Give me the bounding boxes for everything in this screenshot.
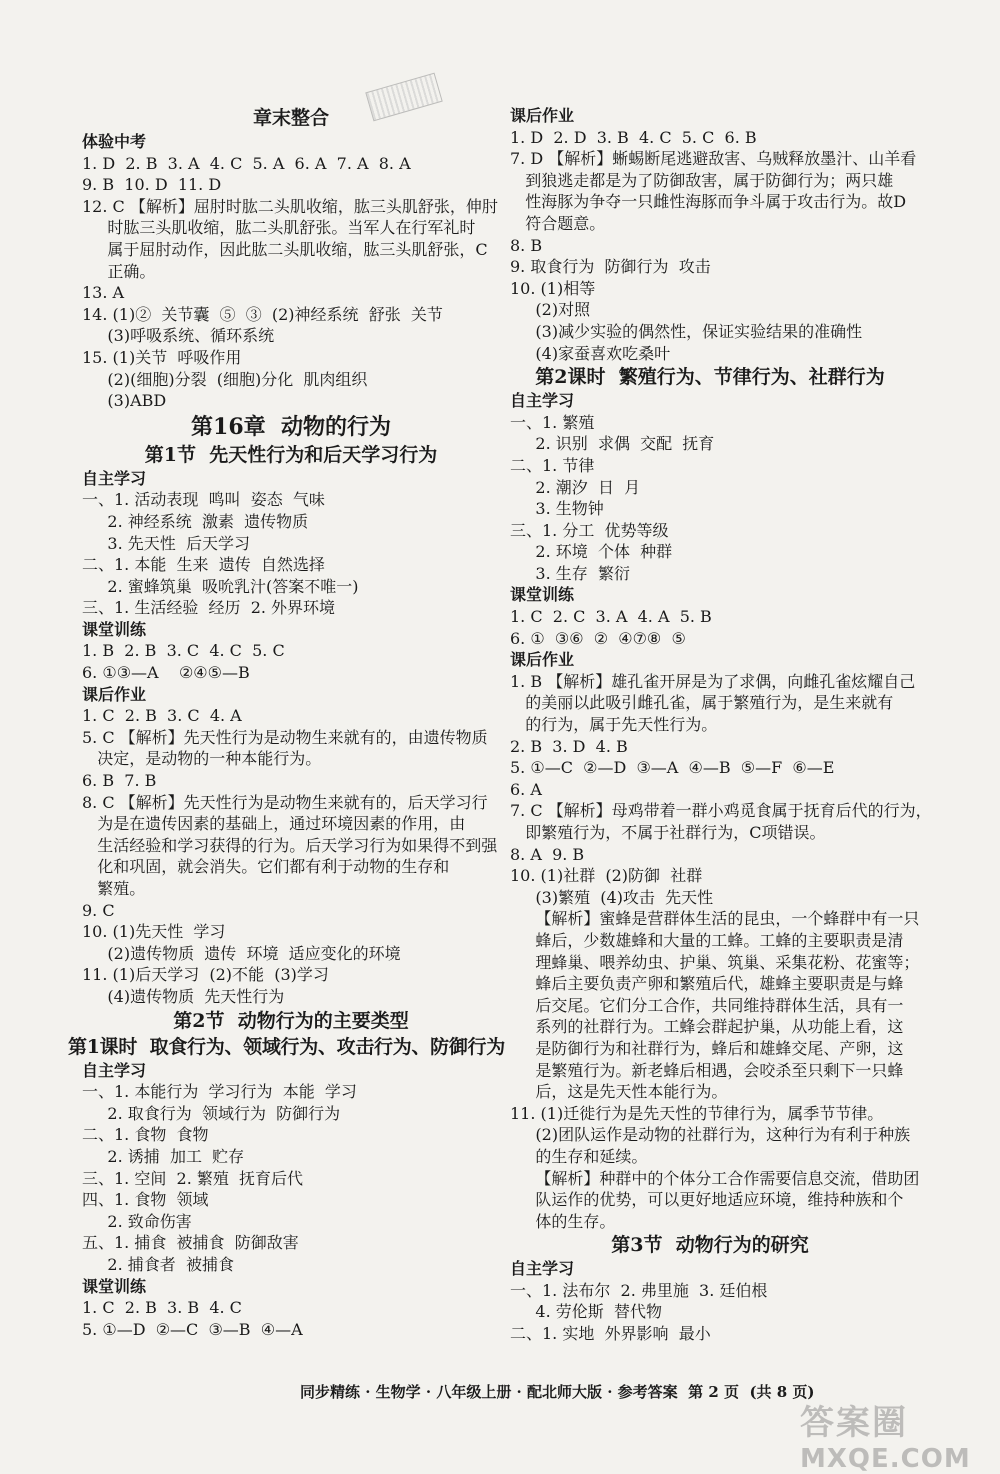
text-line: 14. (1)② 关节囊 ⑤ ③ (2)神经系统 舒张 关节 [82, 304, 443, 324]
text-line: 1. C 2. B 3. C 4. A [82, 706, 242, 726]
text-line: 1. B 2. B 3. C 4. C 5. C [82, 641, 285, 661]
text-line: 后，这是先天性本能行为。 [510, 1082, 728, 1102]
text-line: 8. A 9. B [510, 844, 585, 864]
subsection-label: 课堂训练 [510, 585, 575, 605]
text-line: 1. D 2. B 3. A 4. C 5. A 6. A 7. A 8. A [82, 153, 411, 173]
text-line: 即繁殖行为，不属于社群行为，C项错误。 [510, 823, 826, 842]
section-title: 第3节 动物行为的研究 [611, 1234, 809, 1257]
subsection-label: 课后作业 [510, 650, 575, 670]
text-line: 的行为，属于先天性行为。 [510, 715, 718, 735]
text-line: 符合题意。 [510, 213, 606, 233]
text-line: 7. D 【解析】蜥蜴断尾逃避敌害、乌贼释放墨汁、山羊看 [510, 149, 917, 169]
text-line: 1. C 2. B 3. B 4. C [82, 1298, 242, 1318]
text-line: 【解析】蜜蜂是营群体生活的昆虫，一个蜂群中有一只 [510, 909, 920, 929]
subsection-label: 自主学习 [510, 1259, 575, 1279]
text-line: 10. (1)先天性 学习 [82, 922, 226, 942]
section-title: 章末整合 [252, 107, 329, 129]
text-line: 2. 捕食者 被捕食 [82, 1254, 234, 1274]
text-line: 二、1. 本能 生来 遗传 自然选择 [82, 555, 325, 575]
chapter-title: 第16章 动物的行为 [191, 413, 391, 440]
text-line: 4. 劳伦斯 替代物 [510, 1302, 662, 1322]
section-title: 第2课时 繁殖行为、节律行为、社群行为 [535, 366, 885, 389]
text-line: 四、1. 食物 领域 [82, 1190, 209, 1210]
text-line: (2)团队运作是动物的社群行为，这种行为有利于种族 [510, 1125, 911, 1145]
text-line: 11. (1)后天学习 (2)不能 (3)学习 [82, 965, 329, 985]
text-line: 是繁殖行为。新老蜂后相遇，会咬杀至只剩下一只蜂 [510, 1060, 904, 1080]
text-line: 为是在遗传因素的基础上，通过环境因素的作用，由 [82, 814, 466, 834]
text-line: (3)繁殖 (4)攻击 先天性 [510, 887, 714, 907]
text-line: 三、1. 生活经验 经历 2. 外界环境 [82, 598, 336, 618]
text-line: 【解析】种群中的个体分工合作需要信息交流，借助团 [510, 1168, 920, 1188]
text-line: 6. ①③—A ②④⑤—B [82, 663, 250, 683]
text-line: 1. B 【解析】雄孔雀开屏是为了求偶，向雌孔雀炫耀自己 [510, 671, 916, 691]
text-line: 9. 取食行为 防御行为 攻击 [510, 257, 711, 277]
subsection-label: 自主学习 [510, 391, 575, 411]
subsection-label: 自主学习 [82, 468, 147, 488]
section-title: 第2节 动物行为的主要类型 [173, 1009, 409, 1032]
text-line: (3)ABD [82, 391, 167, 411]
text-line: 12. C 【解析】屈肘时肱二头肌收缩，肱三头肌舒张，伸肘 [82, 196, 498, 216]
text-line: 6. B 7. B [82, 771, 157, 791]
text-line: 5. C 【解析】先天性行为是动物生来就有的，由遗传物质 [82, 727, 488, 747]
text-line: 2. B 3. D 4. B [510, 736, 628, 756]
text-line: 蜂后主要负责产卵和繁殖后代，雄蜂主要职责是与蜂 [510, 974, 904, 994]
text-line: 时肱三头肌收缩，肱二头肌舒张。当军人在行军礼时 [82, 218, 476, 238]
text-line: 正确。 [82, 261, 156, 281]
text-line: 属于屈肘动作，因此肱二头肌收缩，肱三头肌舒张，C [82, 239, 488, 259]
text-line: 一、1. 本能行为 学习行为 本能 学习 [82, 1082, 357, 1102]
subsection-label: 自主学习 [82, 1060, 147, 1080]
text-line: 2. 神经系统 激素 遗传物质 [82, 511, 309, 531]
page-footer: 同步精练 · 生物学 · 八年级上册 · 配北师大版 · 参考答案 第 2 页 (共 8 页) [300, 1383, 815, 1401]
text-line: 5. ①—D ②—C ③—B ④—A [82, 1319, 303, 1339]
text-line: 体的生存。 [510, 1211, 616, 1231]
text-line: 3. 生物钟 [510, 499, 604, 519]
text-line: 9. B 10. D 11. D [82, 175, 222, 195]
text-line: 2. 识别 求偶 交配 抚育 [510, 434, 715, 454]
text-line: 1. D 2. D 3. B 4. C 5. C 6. B [510, 127, 757, 147]
text-line: 2. 潮汐 日 月 [510, 477, 641, 497]
text-line: 性海豚为争夺一只雌性海豚而争斗属于攻击行为。故D [510, 192, 907, 212]
text-line: 13. A [82, 283, 125, 303]
text-line: (3)减少实验的偶然性，保证实验结果的准确性 [510, 321, 863, 341]
text-line: 三、1. 空间 2. 繁殖 抚育后代 [82, 1168, 304, 1188]
text-line: (2)对照 [510, 300, 591, 320]
text-line: 的生存和延续。 [510, 1146, 648, 1166]
text-line: 7. C 【解析】母鸡带着一群小鸡觅食属于抚育后代的行为， [510, 801, 932, 821]
subsection-label: 课后作业 [510, 106, 575, 125]
watermark-logo [800, 1395, 971, 1474]
text-line: 11. (1)迁徙行为是先天性的节律行为，属季节节律。 [510, 1103, 884, 1123]
text-line: (3)呼吸系统、循环系统 [82, 326, 275, 346]
text-line: 理蜂巢、喂养幼虫、护巢、筑巢、采集花粉、花蜜等； [510, 952, 920, 972]
text-line: 是防御行为和社群行为，蜂后和雄蜂交尾、产卵，这 [510, 1038, 904, 1058]
text-line: 10. (1)相等 [510, 278, 596, 298]
text-line: (4)家蚕喜欢吃桑叶 [510, 343, 671, 363]
subsection-label: 课堂训练 [82, 619, 147, 639]
text-line: 生活经验和学习获得的行为。后天学习行为如果得不到强 [82, 835, 498, 855]
text-line: 9. C [82, 900, 115, 920]
text-line: 蜂后，少数雄蜂和大量的工蜂。工蜂的主要职责是清 [510, 930, 904, 950]
text-line: 2. 致命伤害 [82, 1211, 192, 1231]
subsection-label: 课堂训练 [82, 1276, 147, 1296]
right-column [510, 105, 932, 1345]
text-line: 的美丽以此吸引雌孔雀，属于繁殖行为，是生来就有 [510, 693, 894, 713]
text-line: 决定，是动物的一种本能行为。 [82, 749, 322, 769]
text-line: 队运作的优势，可以更好地适应环境，维持种族和个 [510, 1190, 904, 1210]
text-line: 8. B [510, 235, 543, 255]
text-line: 2. 取食行为 领域行为 防御行为 [82, 1103, 341, 1123]
text-line: 二、1. 节律 [510, 455, 595, 475]
text-line: 10. (1)社群 (2)防御 社群 [510, 866, 703, 886]
text-line: 一、1. 繁殖 [510, 412, 595, 432]
text-line: (2)(细胞)分裂 (细胞)分化 肌肉组织 [82, 369, 368, 389]
section-title: 第1课时 取食行为、领域行为、攻击行为、防御行为 [68, 1035, 505, 1058]
watermark-text-bottom: MXQE.COM [800, 1444, 971, 1474]
text-line: (4)遗传物质 先天性行为 [82, 986, 285, 1006]
text-line: 繁殖。 [82, 879, 146, 898]
text-line: 一、1. 活动表现 鸣叫 姿态 气味 [82, 490, 325, 510]
text-line: 二、1. 食物 食物 [82, 1125, 209, 1145]
text-line: 2. 蜜蜂筑巢 吸吮乳汁(答案不唯一) [82, 576, 359, 596]
text-line: 化和巩固，就会消失。它们都有利于动物的生存和 [82, 857, 450, 877]
watermark-text-top: 答案圈 [800, 1403, 908, 1443]
subsection-label: 体验中考 [82, 132, 147, 151]
text-line: 3. 生存 繁衍 [510, 563, 630, 583]
text-line: 一、1. 法布尔 2. 弗里施 3. 廷伯根 [510, 1280, 768, 1300]
text-line: 五、1. 捕食 被捕食 防御敌害 [82, 1233, 299, 1253]
text-line: 8. C 【解析】先天性行为是动物生来就有的，后天学习行 [82, 792, 488, 812]
text-line: 2. 诱捕 加工 贮存 [82, 1146, 245, 1166]
text-line: 15. (1)关节 呼吸作用 [82, 347, 242, 367]
section-title: 第1节 先天性行为和后天学习行为 [144, 443, 438, 466]
subsection-label: 课后作业 [82, 684, 147, 704]
text-line: 6. A [510, 779, 542, 799]
text-line: (2)遗传物质 遗传 环境 适应变化的环境 [82, 943, 401, 963]
left-column [68, 105, 505, 1340]
text-line: 二、1. 实地 外界影响 最小 [510, 1324, 711, 1344]
text-line: 系列的社群行为。工蜂会群起护巢，从功能上看，这 [510, 1017, 904, 1037]
text-line: 6. ① ③⑥ ② ④⑦⑧ ⑤ [510, 628, 686, 648]
text-line: 3. 先天性 后天学习 [82, 533, 250, 553]
text-line: 5. ①—C ②—D ③—A ④—B ⑤—F ⑥—E [510, 758, 835, 778]
text-line: 1. C 2. C 3. A 4. A 5. B [510, 607, 712, 627]
text-line: 三、1. 分工 优势等级 [510, 520, 669, 540]
text-line: 2. 环境 个体 种群 [510, 542, 673, 562]
text-line: 到狼逃走都是为了防御敌害，属于防御行为；两只雄 [510, 170, 894, 190]
text-line: 后交尾。它们分工合作，共同维持群体生活，具有一 [510, 995, 904, 1015]
